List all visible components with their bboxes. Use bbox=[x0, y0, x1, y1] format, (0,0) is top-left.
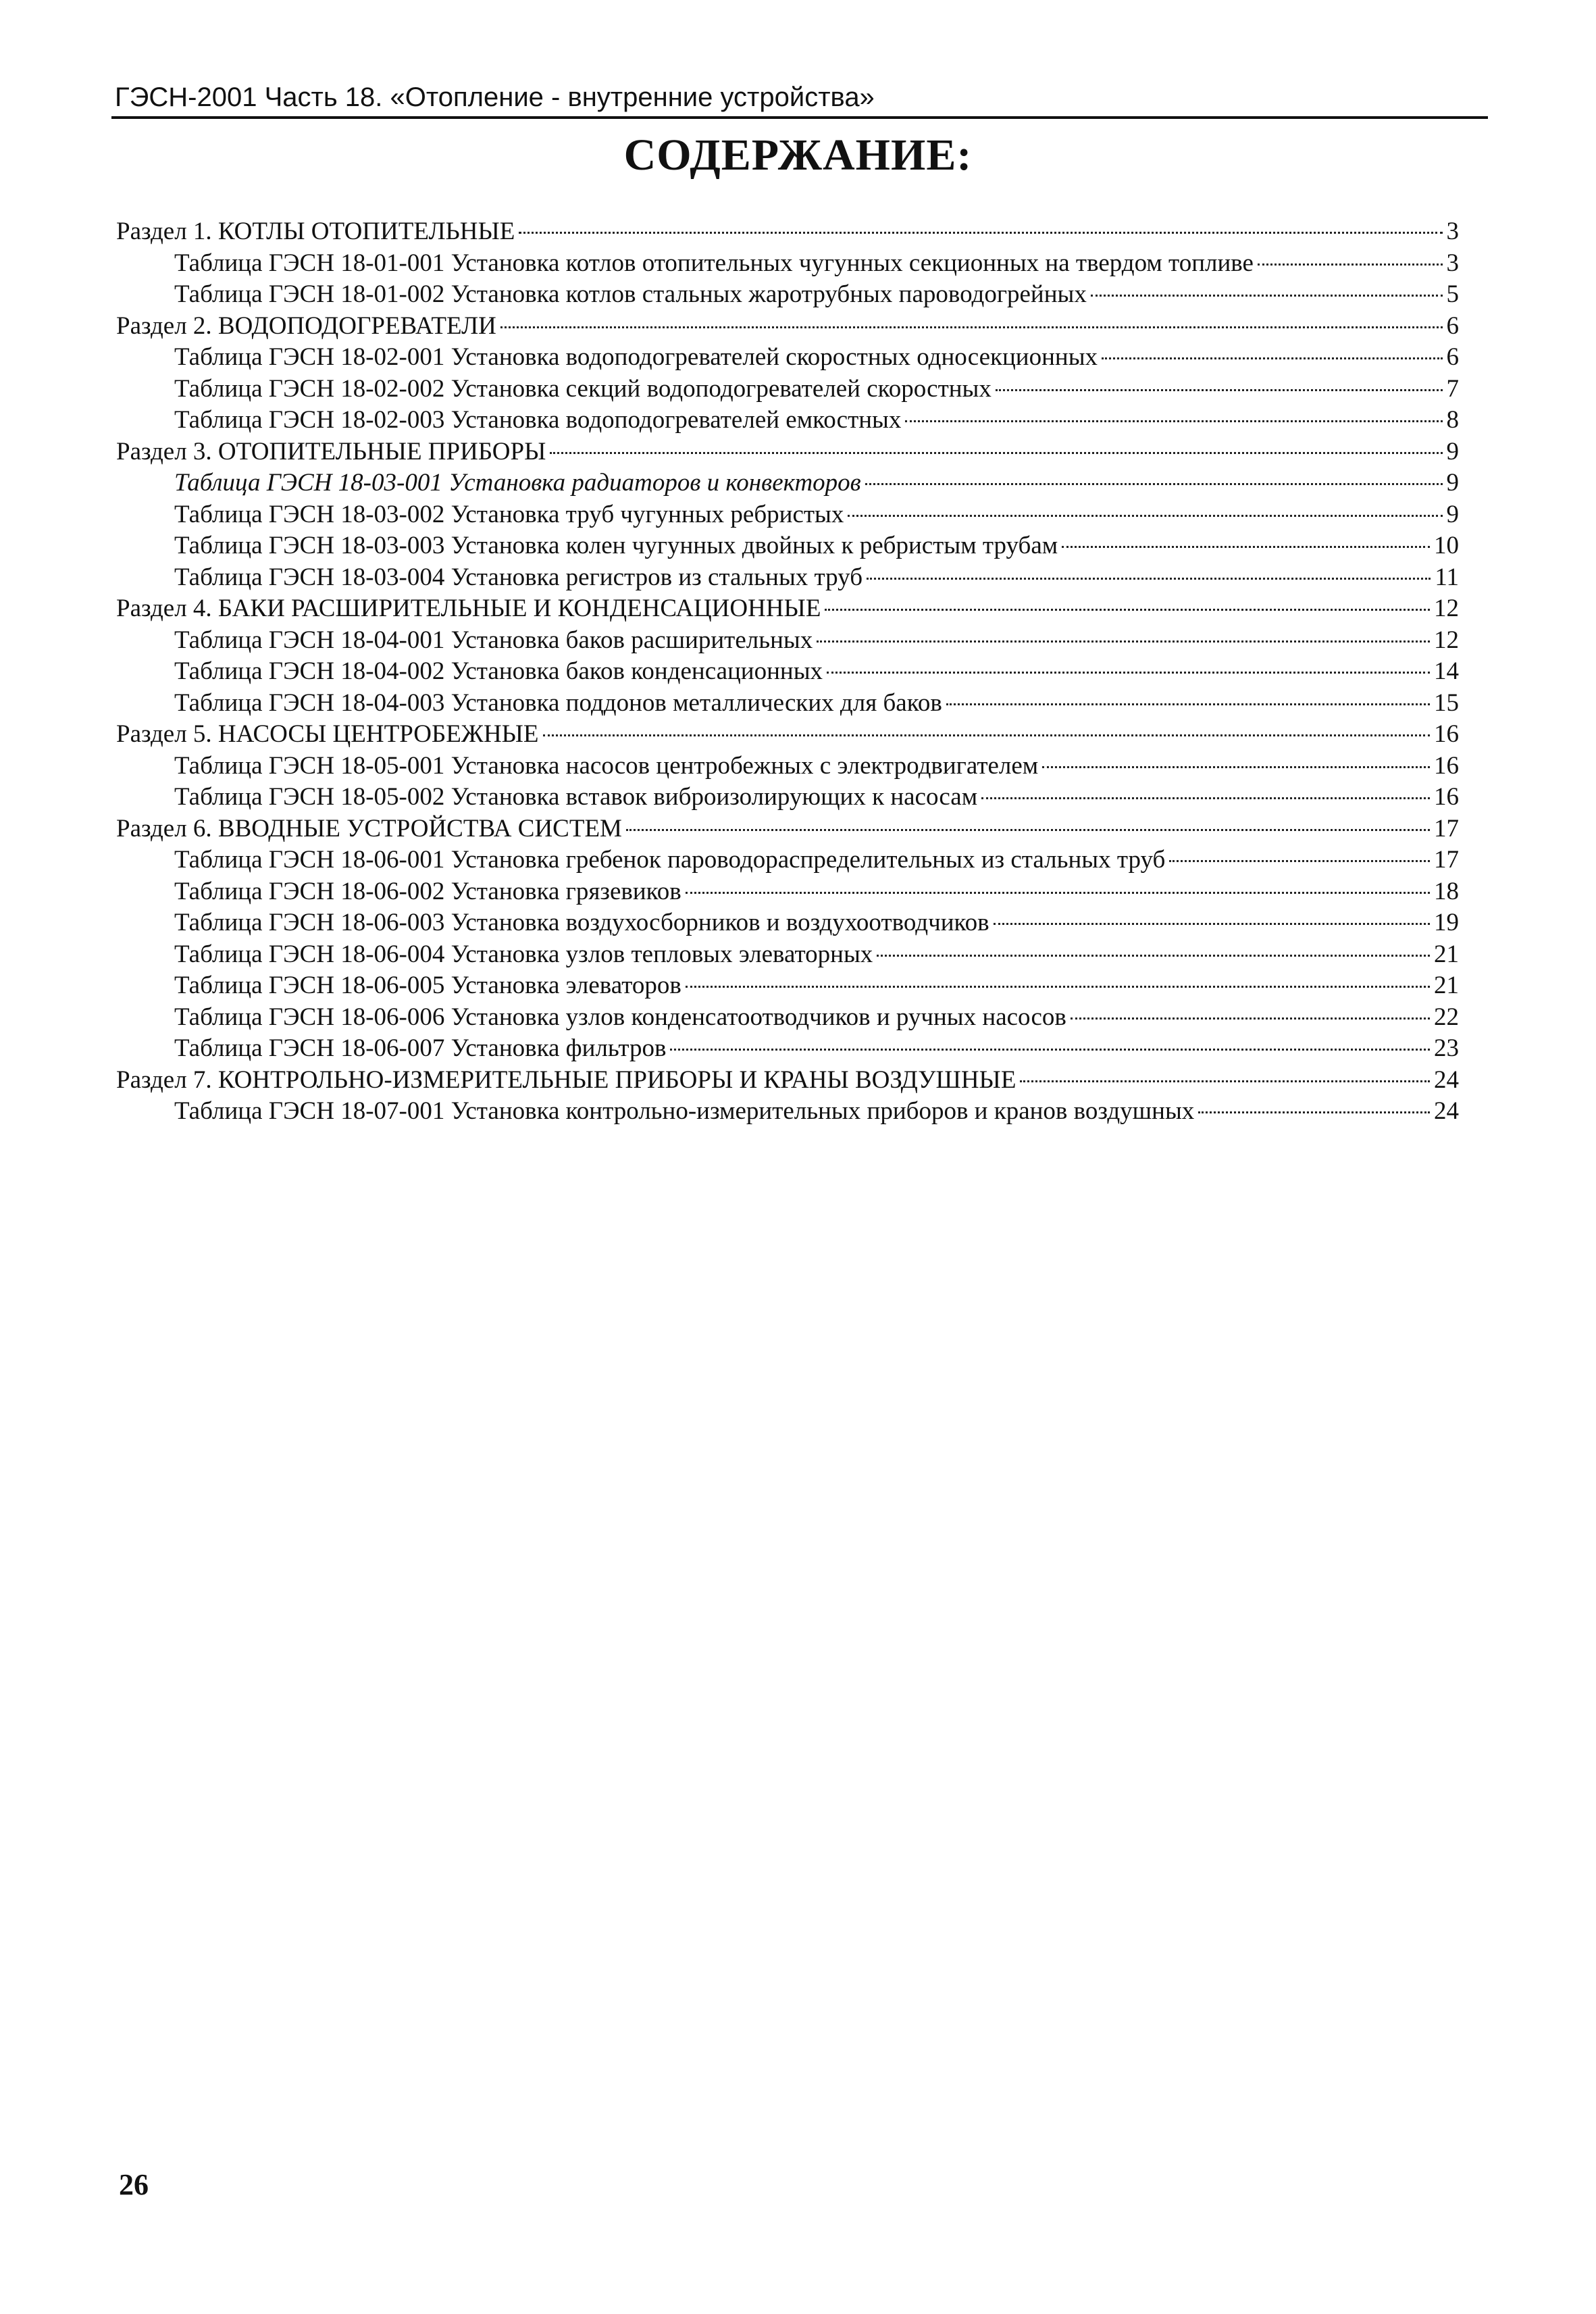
toc-table-entry[interactable] bbox=[116, 530, 1459, 562]
toc-dot-leader bbox=[519, 232, 1442, 234]
toc-page-number: 17 bbox=[1434, 814, 1459, 842]
toc-dot-leader bbox=[848, 515, 1442, 517]
toc-table-entry[interactable] bbox=[116, 562, 1459, 594]
toc-page-number: 16 bbox=[1434, 783, 1459, 811]
toc-table-entry[interactable] bbox=[116, 374, 1459, 405]
toc-page-number: 3 bbox=[1446, 218, 1459, 245]
toc-entry-title: Таблица ГЭСН 18-07-001 Установка контрольно-измерительных приборов и кранов воздушных bbox=[174, 1097, 1195, 1125]
toc-dot-leader bbox=[1258, 263, 1443, 266]
toc-dot-leader bbox=[626, 829, 1430, 831]
toc-page-number: 9 bbox=[1446, 500, 1459, 528]
toc-table-entry[interactable] bbox=[116, 782, 1459, 813]
toc-table-entry[interactable] bbox=[116, 405, 1459, 436]
toc-entry-title: Таблица ГЭСН 18-01-002 Установка котлов стальных жаротрубных пароводогрейных bbox=[174, 280, 1087, 308]
toc-entry-title: Таблица ГЭСН 18-04-002 Установка баков конденсационных bbox=[174, 657, 823, 685]
toc-entry-title: Таблица ГЭСН 18-06-003 Установка воздухосборников и воздухоотводчиков bbox=[174, 909, 989, 936]
toc-table-entry[interactable] bbox=[116, 688, 1459, 720]
toc-page-number: 19 bbox=[1434, 909, 1459, 936]
toc-table-entry[interactable] bbox=[116, 1033, 1459, 1065]
toc-page-number: 5 bbox=[1446, 280, 1459, 308]
toc-page-number: 21 bbox=[1434, 972, 1459, 999]
toc-page-number: 17 bbox=[1434, 846, 1459, 874]
toc-table-entry[interactable] bbox=[116, 1002, 1459, 1034]
toc-dot-leader bbox=[825, 609, 1430, 611]
toc-page-number: 8 bbox=[1446, 406, 1459, 434]
toc-page-number: 3 bbox=[1446, 249, 1459, 277]
toc-dot-leader bbox=[867, 578, 1431, 580]
toc-page-number: 16 bbox=[1434, 751, 1459, 780]
toc-entry-title: Таблица ГЭСН 18-06-001 Установка гребенок пароводораспределительных из стальных труб bbox=[174, 846, 1166, 874]
toc-page-number: 6 bbox=[1446, 343, 1459, 371]
toc-page-number: 12 bbox=[1434, 626, 1459, 654]
toc-dot-leader bbox=[550, 452, 1442, 454]
toc-section-entry[interactable] bbox=[116, 593, 1459, 625]
toc-section-entry[interactable] bbox=[116, 719, 1459, 751]
toc-entry-title: Таблица ГЭСН 18-06-005 Установка элеваторов bbox=[174, 972, 681, 999]
page-number: 26 bbox=[119, 2168, 149, 2201]
toc-entry-title: Таблица ГЭСН 18-06-007 Установка фильтров bbox=[174, 1034, 667, 1062]
toc-entry-title: Таблица ГЭСН 18-03-003 Установка колен чугунных двойных к ребристым трубам bbox=[174, 532, 1058, 559]
toc-entry-title: Таблица ГЭСН 18-03-001 Установка радиаторов и конвекторов bbox=[174, 469, 861, 497]
toc-page-number: 15 bbox=[1434, 688, 1459, 717]
toc-table-entry[interactable] bbox=[116, 468, 1459, 499]
toc-entry-title: Таблица ГЭСН 18-02-002 Установка секций водоподогревателей скоростных bbox=[174, 374, 992, 403]
toc-page-number: 7 bbox=[1446, 374, 1459, 403]
table-of-contents bbox=[116, 216, 1459, 1128]
toc-page-number: 21 bbox=[1434, 940, 1459, 968]
toc-page-number: 9 bbox=[1446, 469, 1459, 497]
toc-section-entry[interactable] bbox=[116, 1065, 1459, 1097]
toc-entry-title: Таблица ГЭСН 18-06-004 Установка узлов тепловых элеваторных bbox=[174, 940, 873, 968]
toc-entry-title: Таблица ГЭСН 18-05-002 Установка вставок виброизолирующих к насосам bbox=[174, 783, 978, 811]
toc-page-number: 22 bbox=[1434, 1003, 1459, 1031]
toc-entry-title: Таблица ГЭСН 18-04-003 Установка поддонов металлических для баков bbox=[174, 688, 942, 717]
toc-page-number: 12 bbox=[1434, 595, 1459, 622]
toc-table-entry[interactable] bbox=[116, 907, 1459, 939]
toc-table-entry[interactable] bbox=[116, 939, 1459, 971]
toc-entry-title: Таблица ГЭСН 18-03-004 Установка регистров из стальных труб bbox=[174, 563, 863, 591]
toc-section-entry[interactable] bbox=[116, 436, 1459, 468]
toc-entry-title: Таблица ГЭСН 18-03-002 Установка труб чугунных ребристых bbox=[174, 500, 844, 528]
toc-entry-title: Таблица ГЭСН 18-05-001 Установка насосов центробежных с электродвигателем bbox=[174, 751, 1039, 780]
toc-entry-title: Раздел 6. ВВОДНЫЕ УСТРОЙСТВА СИСТЕМ bbox=[116, 814, 622, 842]
toc-dot-leader bbox=[1102, 357, 1442, 359]
toc-table-entry[interactable] bbox=[116, 656, 1459, 688]
toc-dot-leader bbox=[817, 640, 1430, 643]
toc-dot-leader bbox=[1091, 295, 1443, 297]
toc-table-entry[interactable] bbox=[116, 876, 1459, 908]
toc-entry-title: Раздел 2. ВОДОПОДОГРЕВАТЕЛИ bbox=[116, 311, 496, 340]
toc-dot-leader bbox=[1071, 1017, 1430, 1020]
toc-page-number: 16 bbox=[1434, 720, 1459, 748]
header-rule bbox=[111, 116, 1488, 119]
toc-page-number: 24 bbox=[1434, 1065, 1459, 1094]
toc-entry-title: Раздел 5. НАСОСЫ ЦЕНТРОБЕЖНЫЕ bbox=[116, 720, 539, 748]
toc-entry-title: Таблица ГЭСН 18-06-002 Установка грязевиков bbox=[174, 877, 681, 905]
toc-dot-leader bbox=[1169, 860, 1430, 862]
document-title: СОДЕРЖАНИЕ: bbox=[623, 130, 973, 180]
toc-dot-leader bbox=[686, 986, 1430, 988]
toc-dot-leader bbox=[905, 420, 1442, 422]
toc-dot-leader bbox=[686, 892, 1430, 894]
toc-dot-leader bbox=[1198, 1111, 1430, 1113]
toc-dot-leader bbox=[865, 483, 1443, 485]
toc-table-entry[interactable] bbox=[116, 1096, 1459, 1128]
toc-entry-title: Таблица ГЭСН 18-01-001 Установка котлов отопительных чугунных секционных на твердом топливе bbox=[174, 249, 1254, 277]
toc-dot-leader bbox=[946, 703, 1430, 705]
toc-page-number: 14 bbox=[1434, 657, 1459, 685]
toc-dot-leader bbox=[981, 797, 1430, 799]
toc-table-entry[interactable] bbox=[116, 970, 1459, 1002]
toc-entry-title: Раздел 3. ОТОПИТЕЛЬНЫЕ ПРИБОРЫ bbox=[116, 437, 546, 466]
toc-page-number: 11 bbox=[1435, 563, 1459, 591]
toc-dot-leader bbox=[1042, 766, 1430, 768]
toc-dot-leader bbox=[543, 734, 1430, 736]
toc-page-number: 9 bbox=[1446, 437, 1459, 466]
toc-entry-title: Раздел 1. КОТЛЫ ОТОПИТЕЛЬНЫЕ bbox=[116, 218, 515, 245]
toc-table-entry[interactable] bbox=[116, 279, 1459, 311]
toc-table-entry[interactable] bbox=[116, 751, 1459, 782]
toc-section-entry[interactable] bbox=[116, 813, 1459, 845]
toc-page-number: 10 bbox=[1434, 532, 1459, 559]
toc-dot-leader bbox=[877, 955, 1430, 957]
toc-dot-leader bbox=[1020, 1080, 1430, 1082]
toc-dot-leader bbox=[670, 1049, 1430, 1051]
toc-page-number: 6 bbox=[1446, 311, 1459, 340]
toc-table-entry[interactable] bbox=[116, 248, 1459, 280]
toc-dot-leader bbox=[994, 923, 1430, 925]
toc-page-number: 24 bbox=[1434, 1097, 1459, 1125]
toc-page-number: 23 bbox=[1434, 1034, 1459, 1062]
toc-entry-title: Раздел 7. КОНТРОЛЬНО-ИЗМЕРИТЕЛЬНЫЕ ПРИБОРЫ И КРАНЫ ВОЗДУШНЫЕ bbox=[116, 1065, 1016, 1094]
toc-dot-leader bbox=[500, 326, 1443, 328]
toc-dot-leader bbox=[996, 389, 1443, 391]
toc-section-entry[interactable] bbox=[116, 216, 1459, 248]
toc-section-entry[interactable] bbox=[116, 311, 1459, 343]
toc-table-entry[interactable] bbox=[116, 845, 1459, 876]
toc-entry-title: Раздел 4. БАКИ РАСШИРИТЕЛЬНЫЕ И КОНДЕНСАЦИОННЫЕ bbox=[116, 595, 821, 622]
toc-table-entry[interactable] bbox=[116, 625, 1459, 657]
toc-entry-title: Таблица ГЭСН 18-02-003 Установка водоподогревателей емкостных bbox=[174, 406, 902, 434]
toc-entry-title: Таблица ГЭСН 18-06-006 Установка узлов конденсатоотводчиков и ручных насосов bbox=[174, 1003, 1066, 1031]
toc-entry-title: Таблица ГЭСН 18-02-001 Установка водоподогревателей скоростных односекционных bbox=[174, 343, 1098, 371]
toc-table-entry[interactable] bbox=[116, 499, 1459, 531]
toc-page-number: 18 bbox=[1434, 877, 1459, 905]
toc-dot-leader bbox=[1062, 546, 1430, 548]
toc-entry-title: Таблица ГЭСН 18-04-001 Установка баков расширительных bbox=[174, 626, 813, 654]
running-header: ГЭСН-2001 Часть 18. «Отопление - внутренние устройства» bbox=[115, 82, 875, 112]
toc-table-entry[interactable] bbox=[116, 342, 1459, 374]
toc-dot-leader bbox=[827, 672, 1430, 674]
